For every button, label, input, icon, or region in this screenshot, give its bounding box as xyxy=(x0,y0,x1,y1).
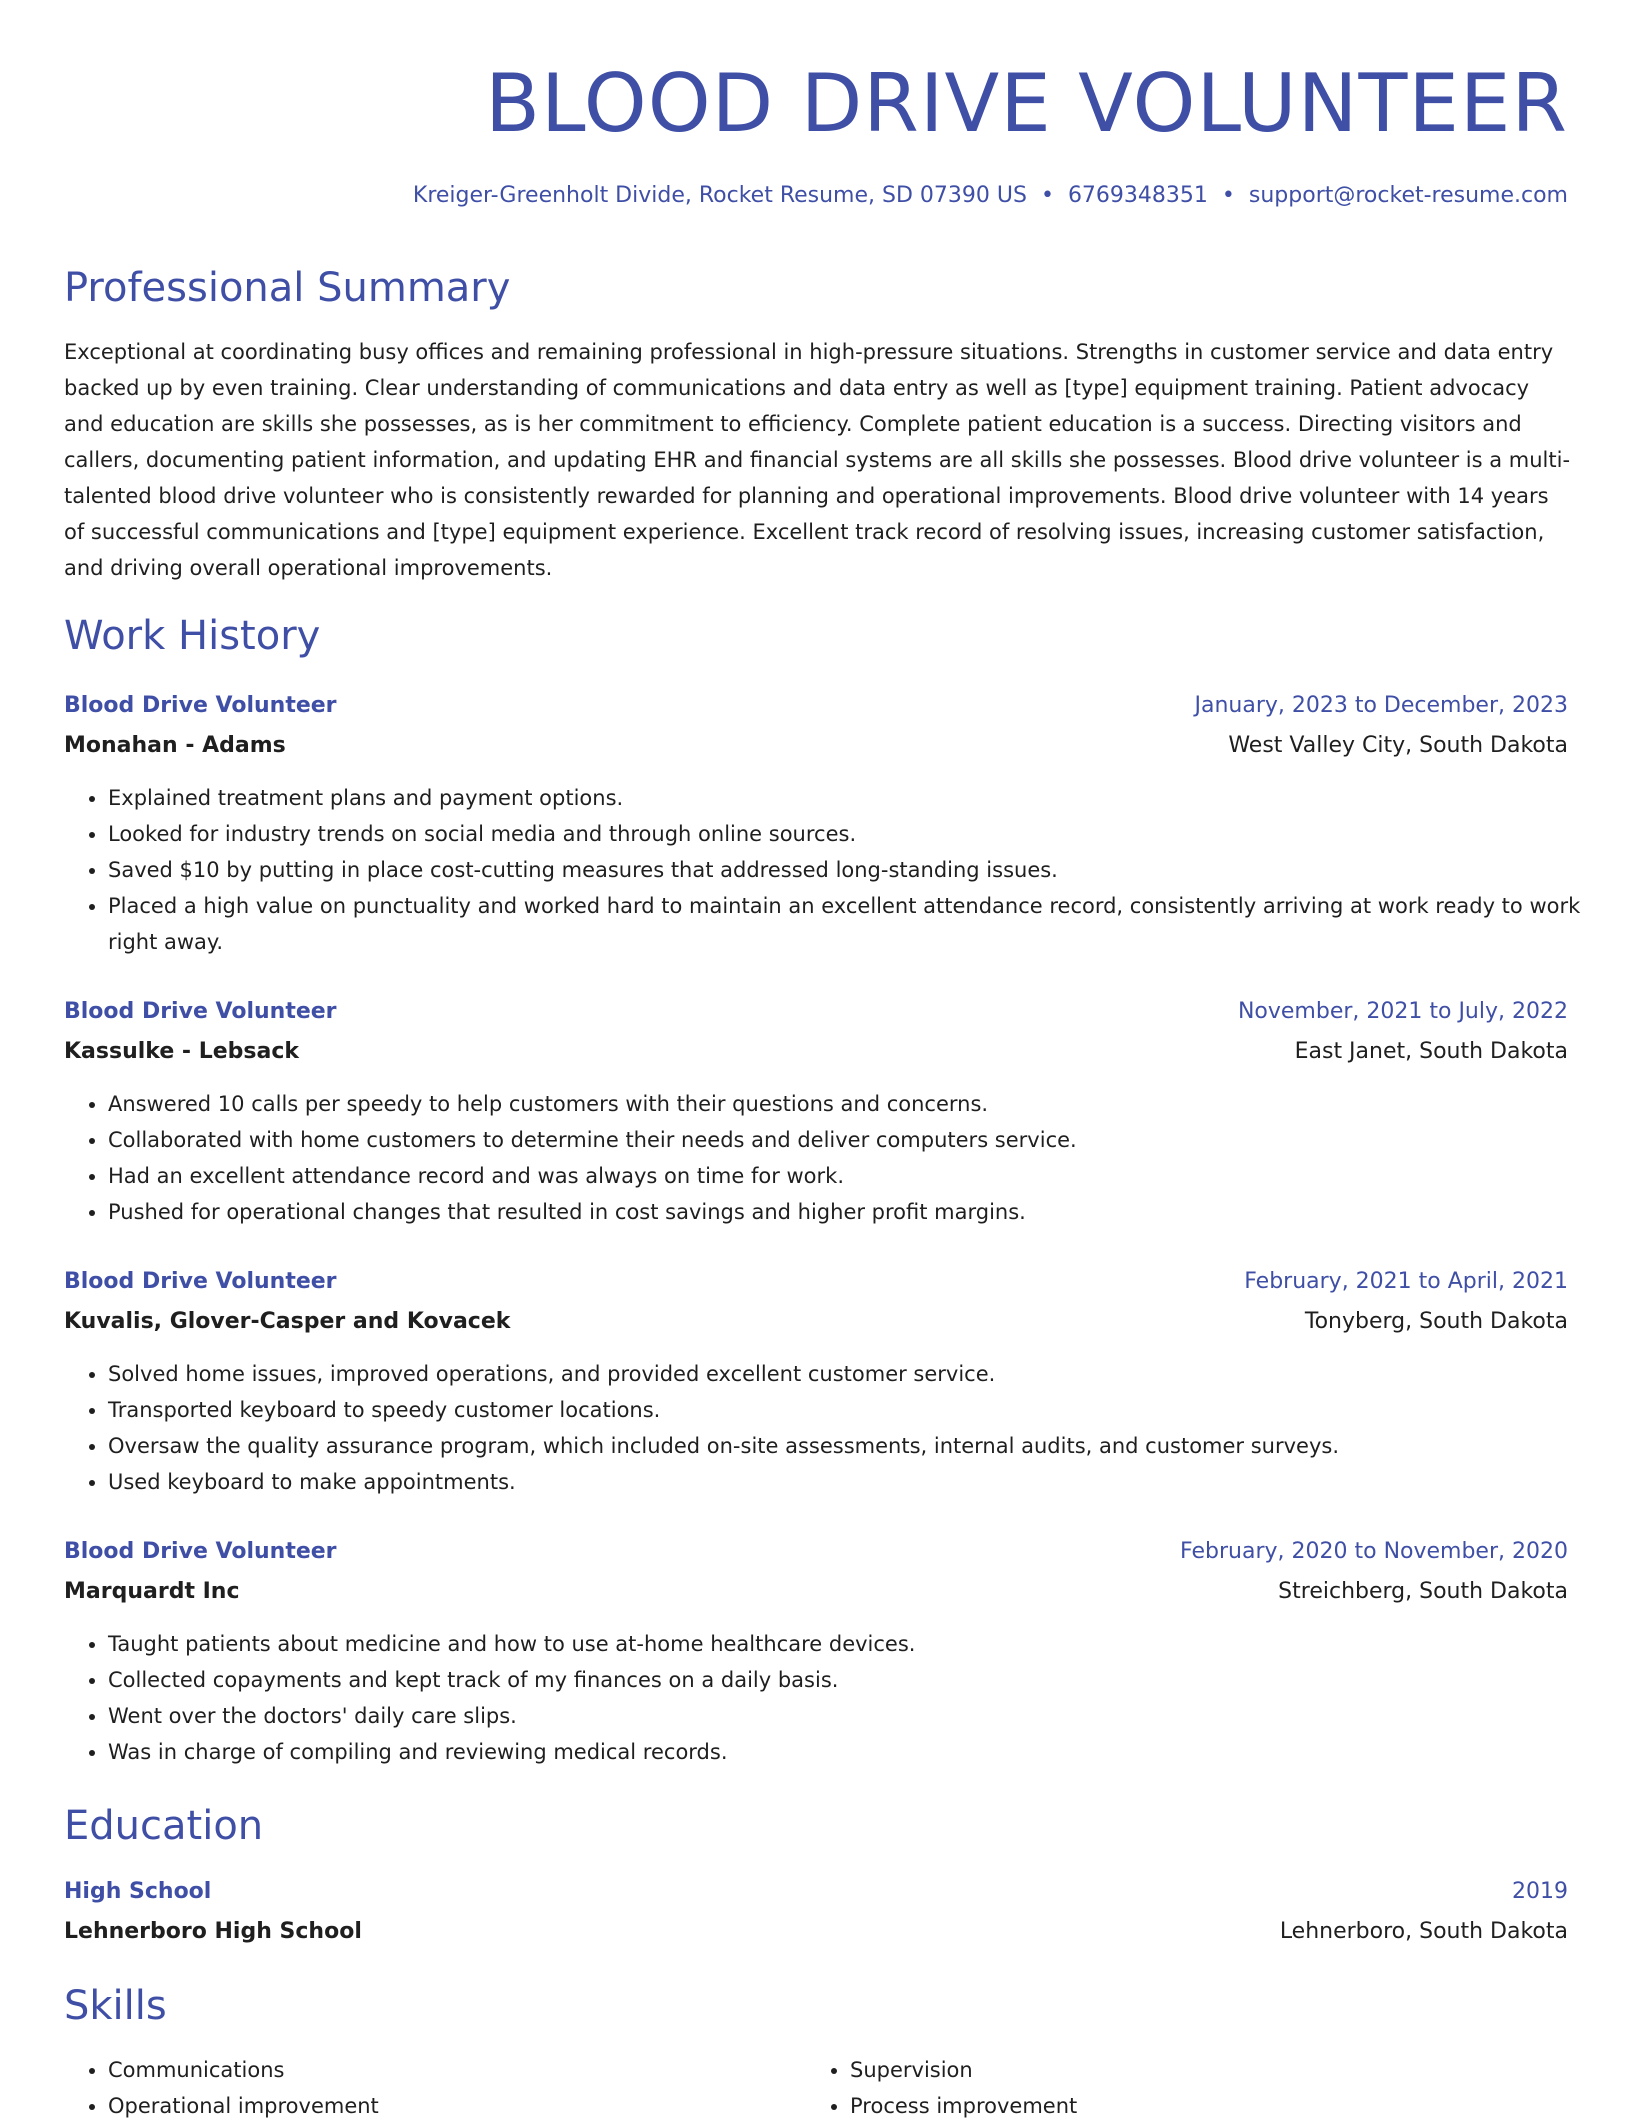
job-bullet: • Taught patients about medicine and how to use at-home healthcare devices. xyxy=(108,1626,1608,1662)
education-degree: High School xyxy=(64,1879,212,1904)
job-bullet: • Oversaw the quality assurance program, which included on-site assessments, internal audits, and customer surveys. xyxy=(108,1428,1608,1464)
job-role: Blood Drive Volunteer xyxy=(64,999,337,1024)
contact-address: Kreiger-Greenholt Divide, Rocket Resume, SD 07390 US xyxy=(412,183,1027,208)
summary-heading: Professional Summary xyxy=(64,265,511,311)
job-company: Marquardt Inc xyxy=(64,1579,240,1604)
job-header xyxy=(64,688,1568,724)
skills-heading: Skills xyxy=(64,1983,167,2029)
contact-phone: 6769348351 xyxy=(1067,183,1208,208)
job-subheader xyxy=(64,1304,1568,1340)
job-location: West Valley City, South Dakota xyxy=(1228,733,1568,758)
job-bullet: • Placed a high value on punctuality and worked hard to maintain an excellent attendance record, consistently arriving at work ready to work right away. xyxy=(108,888,1608,960)
contact-email[interactable]: support@rocket-resume.com xyxy=(1248,183,1568,208)
contact-separator: • xyxy=(1040,183,1054,208)
education-subheader xyxy=(64,1914,1568,1950)
job-bullets xyxy=(64,1086,1608,1230)
job-bullet: • Collaborated with home customers to determine their needs and deliver computers service. xyxy=(108,1122,1608,1158)
job-bullet: • Answered 10 calls per speedy to help customers with their questions and concerns. xyxy=(108,1086,1608,1122)
job-role: Blood Drive Volunteer xyxy=(64,1539,337,1564)
job-header xyxy=(64,1264,1568,1300)
job-bullet: • Solved home issues, improved operations, and provided excellent customer service. xyxy=(108,1356,1608,1392)
skill-item: • Supervision xyxy=(850,2052,1550,2088)
job-bullet: • Collected copayments and kept track of my finances on a daily basis. xyxy=(108,1662,1608,1698)
job-company: Monahan - Adams xyxy=(64,733,286,758)
contact-separator: • xyxy=(1221,183,1235,208)
summary-text: Exceptional at coordinating busy offices and remaining professional in high-pressure situations. Strengths in customer service and data entry backed up by even training. Clear understanding of communications and data entry as well as [type] equipment training. Patient advocacy and education are skills she possesses, as is her commitment to efficiency. Complete patient education is a success. Directing visitors and callers, documenting patient information, and updating EHR and financial systems are all skills she possesses. Blood drive volunteer is a multi-talented blood drive volunteer who is consistently rewarded for planning and operational improvements. Blood drive volunteer with 14 years of successful communications and [type] equipment experience. Excellent track record of resolving issues, increasing customer satisfaction, and driving overall operational improvements. xyxy=(64,340,1571,580)
skill-item: • Operational improvement xyxy=(108,2088,808,2124)
education-header xyxy=(64,1874,1568,1910)
job-header xyxy=(64,994,1568,1030)
job-dates: January, 2023 to December, 2023 xyxy=(1194,693,1568,718)
education-location: Lehnerboro, South Dakota xyxy=(1279,1919,1568,1944)
skills-list-left xyxy=(64,2052,808,2124)
job-header xyxy=(64,1534,1568,1570)
education-school: Lehnerboro High School xyxy=(64,1919,362,1944)
education-heading: Education xyxy=(64,1803,264,1849)
job-role: Blood Drive Volunteer xyxy=(64,1269,337,1294)
job-bullet: • Pushed for operational changes that resulted in cost savings and higher profit margins. xyxy=(108,1194,1608,1230)
job-role: Blood Drive Volunteer xyxy=(64,693,337,718)
job-bullet: • Was in charge of compiling and reviewing medical records. xyxy=(108,1734,1608,1770)
job-dates: February, 2020 to November, 2020 xyxy=(1180,1539,1568,1564)
job-subheader xyxy=(64,1574,1568,1610)
job-dates: February, 2021 to April, 2021 xyxy=(1244,1269,1568,1294)
job-company: Kassulke - Lebsack xyxy=(64,1039,299,1064)
job-bullet: • Looked for industry trends on social media and through online sources. xyxy=(108,816,1608,852)
job-bullet: • Saved $10 by putting in place cost-cutting measures that addressed long-standing issues. xyxy=(108,852,1608,888)
job-bullet: • Had an excellent attendance record and was always on time for work. xyxy=(108,1158,1608,1194)
work-history-heading: Work History xyxy=(64,613,321,659)
job-subheader xyxy=(64,728,1568,764)
resume-name: BLOOD DRIVE VOLUNTEER xyxy=(485,57,1568,150)
skills-list-right xyxy=(806,2052,1550,2124)
education-year: 2019 xyxy=(1512,1879,1568,1904)
job-bullet: • Transported keyboard to speedy customer locations. xyxy=(108,1392,1608,1428)
job-bullets xyxy=(64,1626,1608,1770)
job-bullets xyxy=(64,780,1608,960)
job-location: Tonyberg, South Dakota xyxy=(1304,1309,1568,1334)
skill-item: • Process improvement xyxy=(850,2088,1550,2124)
job-bullet: • Went over the doctors' daily care slips. xyxy=(108,1698,1608,1734)
job-bullets xyxy=(64,1356,1608,1500)
skill-item: • Communications xyxy=(108,2052,808,2088)
job-company: Kuvalis, Glover-Casper and Kovacek xyxy=(64,1309,511,1334)
job-location: East Janet, South Dakota xyxy=(1294,1039,1568,1064)
job-subheader xyxy=(64,1034,1568,1070)
contact-line xyxy=(413,180,1568,212)
job-dates: November, 2021 to July, 2022 xyxy=(1237,999,1568,1024)
job-location: Streichberg, South Dakota xyxy=(1278,1579,1568,1604)
job-bullet: • Explained treatment plans and payment options. xyxy=(108,780,1608,816)
job-bullet: • Used keyboard to make appointments. xyxy=(108,1464,1608,1500)
